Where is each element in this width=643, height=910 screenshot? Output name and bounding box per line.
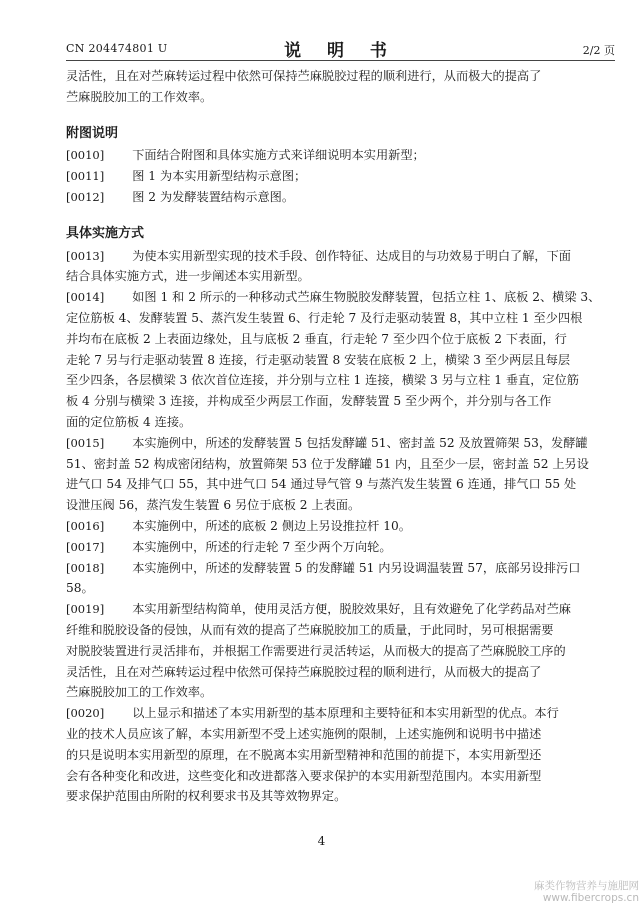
text-line bbox=[66, 187, 615, 208]
text-content: 灵活性，且在对苎麻转运过程中依然可保持苎麻脱胶过程的顺利进行，从而极大的提高了 bbox=[66, 664, 542, 679]
text-content: 至少四条，各层横梁 3 依次首位连接，并分别与立柱 1 连接，横梁 3 另与立柱 1 垂直，定位筋 bbox=[66, 373, 579, 388]
paragraph bbox=[66, 703, 615, 807]
text-line bbox=[66, 308, 615, 329]
text-content: 本实施例中，所述的发酵装置 5 的发酵罐 51 内另设调温装置 57，底部另设排污口 bbox=[132, 560, 581, 575]
text-content: 图 2 为发酵装置结构示意图。 bbox=[132, 189, 295, 204]
page-header bbox=[66, 36, 615, 61]
text-line bbox=[66, 745, 615, 766]
text-line bbox=[66, 766, 615, 787]
text-line bbox=[66, 558, 615, 579]
text-content: 本实施例中，所述的发酵装置 5 包括发酵罐 51、密封盖 52 及放置筛架 53，发酵罐 bbox=[132, 435, 588, 450]
text-line bbox=[66, 246, 615, 267]
paragraph bbox=[66, 246, 615, 288]
embodiment-section bbox=[66, 246, 615, 808]
page-number: 4 bbox=[317, 834, 326, 848]
paragraph-number: [0015] bbox=[66, 435, 105, 450]
text-line bbox=[66, 433, 615, 454]
text-line bbox=[66, 391, 615, 412]
text-content: 业的技术人员应该了解，本实用新型不受上述实施例的限制，上述实施例和说明书中描述 bbox=[66, 726, 542, 741]
paragraph bbox=[66, 558, 615, 600]
text-line bbox=[66, 495, 615, 516]
paragraph-number: [0010] bbox=[66, 148, 105, 163]
text-line: 苎麻脱胶加工的工作效率。 bbox=[66, 89, 213, 104]
paragraph bbox=[66, 516, 615, 537]
paragraph-number: [0020] bbox=[66, 706, 105, 721]
paragraph bbox=[66, 166, 615, 187]
watermark bbox=[534, 880, 639, 904]
text-content: 走轮 7 另与行走驱动装置 8 连接，行走驱动装置 8 安装在底板 2 上，横梁 3 至少两层且每层 bbox=[66, 352, 571, 367]
document-body bbox=[66, 66, 615, 807]
text-content: 本实用新型结构简单，使用灵活方便，脱胶效果好，且有效避免了化学药品对苎麻 bbox=[132, 602, 571, 617]
text-line bbox=[66, 412, 615, 433]
text-line bbox=[66, 641, 615, 662]
paragraph bbox=[66, 537, 615, 558]
text-line bbox=[66, 703, 615, 724]
text-line bbox=[66, 474, 615, 495]
section-title-embodiment: 具体实施方式 bbox=[66, 225, 145, 241]
text-line bbox=[66, 166, 615, 187]
text-line bbox=[66, 516, 615, 537]
text-content: 苎麻脱胶加工的工作效率。 bbox=[66, 685, 213, 700]
text-content: 纤维和脱胶设备的侵蚀，从而有效的提高了苎麻脱胶加工的质量，于此同时，另可根据需要 bbox=[66, 622, 554, 637]
text-line bbox=[66, 537, 615, 558]
text-content: 会有各种变化和改进，这些变化和改进都落入要求保护的本实用新型范围内。本实用新型 bbox=[66, 768, 542, 783]
text-content: 设泄压阀 56，蒸汽发生装置 6 另位于底板 2 上表面。 bbox=[66, 498, 361, 513]
text-content: 面的定位筋板 4 连接。 bbox=[66, 414, 192, 429]
text-content: 图 1 为本实用新型结构示意图； bbox=[132, 169, 307, 184]
text-content: 结合具体实施方式，进一步阐述本实用新型。 bbox=[66, 269, 310, 284]
text-line bbox=[66, 599, 615, 620]
section-title-figures: 附图说明 bbox=[66, 125, 119, 141]
watermark-text: 麻类作物营养与施肥网 bbox=[534, 880, 639, 892]
paragraph bbox=[66, 287, 615, 433]
text-line bbox=[66, 682, 615, 703]
text-content: 本实施例中，所述的底板 2 侧边上另设推拉杆 10。 bbox=[132, 518, 411, 533]
text-line bbox=[66, 662, 615, 683]
text-content: 要求保护范围由所附的权利要求书及其等效物界定。 bbox=[66, 789, 347, 804]
text-line bbox=[66, 724, 615, 745]
intro-paragraph bbox=[66, 66, 615, 108]
paragraph-number: [0017] bbox=[66, 539, 105, 554]
paragraph-number: [0011] bbox=[66, 169, 105, 184]
paragraph-number: [0018] bbox=[66, 560, 105, 575]
text-content: 为使本实用新型实现的技术手段、创作特征、达成目的与功效易于明白了解，下面 bbox=[132, 248, 571, 263]
text-content: 的只是说明本实用新型的原理，在不脱离本实用新型精神和范围的前提下，本实用新型还 bbox=[66, 747, 542, 762]
text-line bbox=[66, 786, 615, 807]
text-content: 58。 bbox=[66, 581, 94, 596]
text-line: 灵活性，且在对苎麻转运过程中依然可保持苎麻脱胶过程的顺利进行，从而极大的提高了 bbox=[66, 69, 542, 83]
text-content: 51、密封盖 52 构成密闭结构，放置筛架 53 位于发酵罐 51 内，且至少一层，密封盖 52 上另设 bbox=[66, 456, 589, 471]
text-line bbox=[66, 620, 615, 641]
text-content: 进气口 54 及排气口 55，其中进气口 54 通过导气管 9 与蒸汽发生装置 6 连通，排气口 55 处 bbox=[66, 477, 577, 492]
document-number: CN 204474801 U bbox=[66, 42, 168, 55]
text-content: 下面结合附图和具体实施方式来详细说明本实用新型； bbox=[132, 148, 425, 163]
text-line bbox=[66, 370, 615, 391]
paragraph bbox=[66, 599, 615, 703]
document-title: 说 明 书 bbox=[284, 41, 397, 61]
text-content: 本实施例中，所述的行走轮 7 至少两个万向轮。 bbox=[132, 539, 392, 554]
text-content: 以上显示和描述了本实用新型的基本原理和主要特征和本实用新型的优点。本行 bbox=[132, 706, 559, 721]
text-line bbox=[66, 454, 615, 475]
watermark-url: www.fibercrops.cn bbox=[542, 892, 639, 904]
text-content: 并均布在底板 2 上表面边缘处，且与底板 2 垂直，行走轮 7 至少四个位于底板 2 下表面，行 bbox=[66, 331, 567, 346]
paragraph-number: [0014] bbox=[66, 290, 105, 305]
text-content: 定位筋板 4、发酵装置 5、蒸汽发生装置 6、行走轮 7 及行走驱动装置 8，其中立柱 1 至少四根 bbox=[66, 310, 583, 325]
paragraph-number: [0013] bbox=[66, 248, 105, 263]
text-line bbox=[66, 329, 615, 350]
text-content: 如图 1 和 2 所示的一种移动式苎麻生物脱胶发酵装置，包括立柱 1、底板 2、横梁 3、 bbox=[132, 290, 601, 305]
paragraph-number: [0019] bbox=[66, 602, 105, 617]
text-line bbox=[66, 287, 615, 308]
text-line bbox=[66, 350, 615, 371]
text-line bbox=[66, 145, 615, 166]
page-indicator: 2/2 页 bbox=[582, 44, 615, 57]
text-line bbox=[66, 266, 615, 287]
paragraph-number: [0016] bbox=[66, 518, 105, 533]
paragraph-number: [0012] bbox=[66, 189, 105, 204]
text-content: 对脱胶装置进行灵活排布，并根据工作需要进行灵活转运，从而极大的提高了苎麻脱胶工序的 bbox=[66, 643, 566, 658]
text-content: 板 4 分别与横梁 3 连接，并构成至少两层工作面，发酵装置 5 至少两个，并分别与各工作 bbox=[66, 394, 552, 409]
paragraph bbox=[66, 145, 615, 166]
paragraph bbox=[66, 187, 615, 208]
text-line bbox=[66, 578, 615, 599]
figures-section bbox=[66, 145, 615, 207]
paragraph bbox=[66, 433, 615, 516]
